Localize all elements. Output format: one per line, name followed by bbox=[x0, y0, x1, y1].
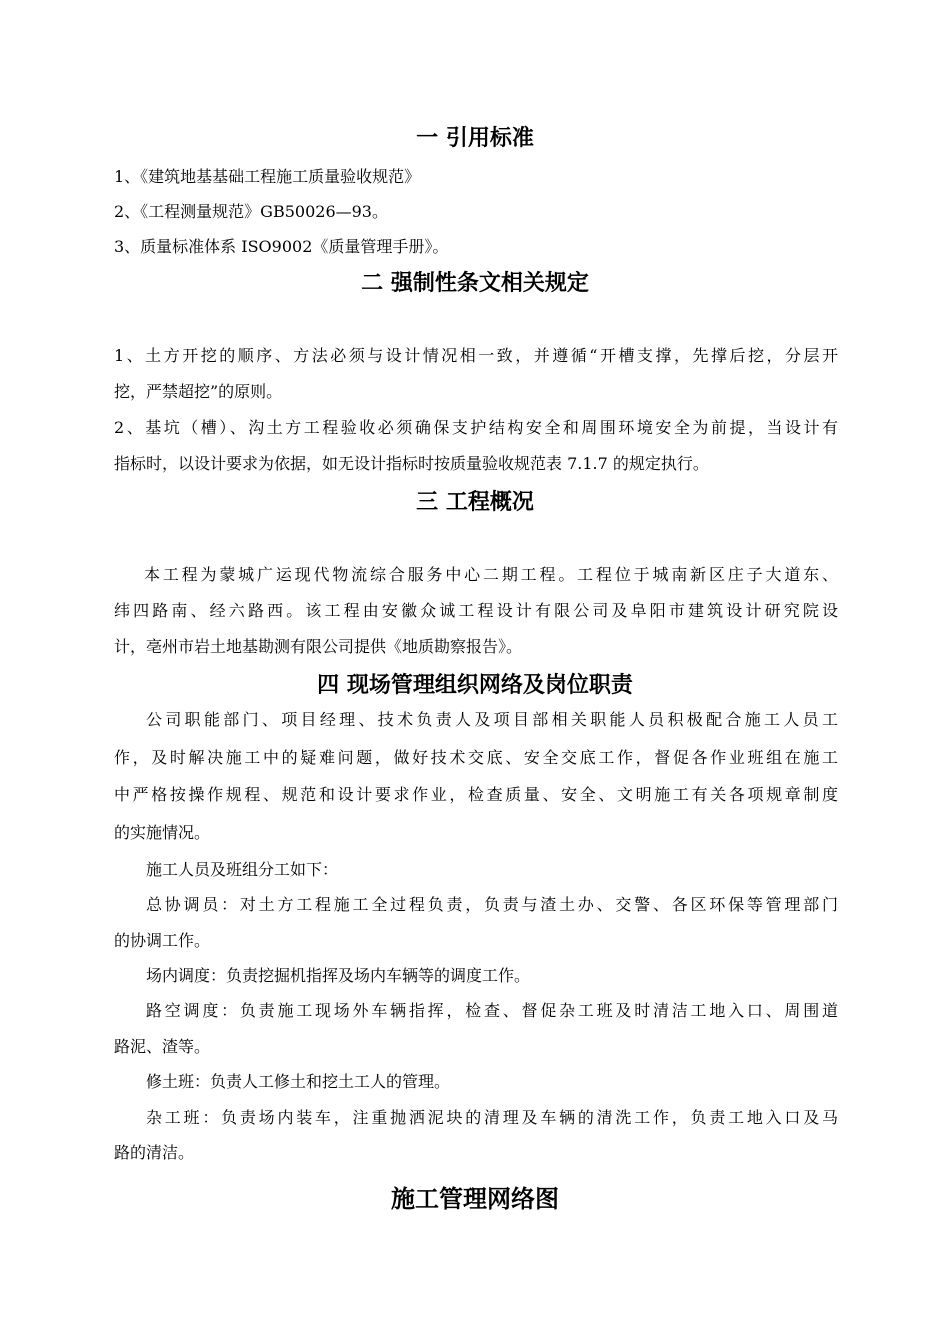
reference-item-2: 2、《工程测量规范》GB50026—93。 bbox=[114, 202, 388, 221]
section-4-title: 四 现场管理组织网络及岗位职责 bbox=[317, 672, 633, 698]
org-paragraph-line-2: 作，及时解决施工中的疑难问题，做好技术交底、安全交底工作，督促各作业班组在施工 bbox=[114, 748, 838, 767]
reference-item-1: 1、《建筑地基基础工程施工质量验收规范》 bbox=[114, 167, 421, 186]
org-paragraph-line-1: 公司职能部门、项目经理、技术负责人及项目部相关职能人员积极配合施工人员工 bbox=[146, 710, 838, 729]
reference-item-3: 3、质量标准体系 ISO9002《质量管理手册》。 bbox=[114, 237, 449, 256]
overview-line-1: 本工程为蒙城广运现代物流综合服务中心二期工程。工程位于城南新区庄子大道东、 bbox=[144, 565, 838, 584]
team-division-intro: 施工人员及班组分工如下： bbox=[146, 860, 339, 879]
site-dispatch-line: 场内调度：负责挖掘机指挥及场内车辆等的调度工作。 bbox=[146, 966, 531, 985]
overview-line-3: 计，亳州市岩土地基勘测有限公司提供《地质勘察报告》。 bbox=[114, 637, 523, 656]
org-paragraph-line-4: 的实施情况。 bbox=[114, 823, 211, 842]
section-1-title: 一 引用标准 bbox=[416, 125, 534, 151]
org-paragraph-line-3: 中严格按操作规程、规范和设计要求作业，检查质量、安全、文明施工有关各项规章制度 bbox=[114, 785, 838, 804]
trimming-team-line: 修土班：负责人工修土和挖土工人的管理。 bbox=[146, 1072, 451, 1091]
section-3-title: 三 工程概况 bbox=[416, 489, 534, 515]
rule-2-line-1: 2、基坑（槽）、沟土方工程验收必须确保支护结构安全和周围环境安全为前提，当设计有 bbox=[114, 418, 838, 437]
road-dispatch-line-1: 路空调度：负责施工现场外车辆指挥，检查、督促杂工班及时清洁工地入口、周围道 bbox=[146, 1001, 838, 1020]
rule-2-line-2: 指标时，以设计要求为依据，如无设计指标时按质量验收规范表 7.1.7 的规定执行。 bbox=[114, 454, 709, 473]
network-diagram-title: 施工管理网络图 bbox=[391, 1184, 559, 1213]
rule-1-line-1: 1、土方开挖的顺序、方法必须与设计情况相一致，并遵循“开槽支撑，先撑后挖，分层开 bbox=[114, 346, 838, 365]
section-2-title: 二 强制性条文相关规定 bbox=[361, 270, 589, 296]
labor-team-line-1: 杂工班：负责场内装车，注重抛洒泥块的清理及车辆的清洗工作，负责工地入口及马 bbox=[146, 1108, 838, 1127]
coordinator-line-2: 的协调工作。 bbox=[114, 931, 211, 950]
labor-team-line-2: 路的清洁。 bbox=[114, 1143, 195, 1162]
road-dispatch-line-2: 路泥、渣等。 bbox=[114, 1037, 211, 1056]
coordinator-line-1: 总协调员：对土方工程施工全过程负责，负责与渣土办、交警、各区环保等管理部门 bbox=[146, 895, 838, 914]
rule-1-line-2: 挖，严禁超挖”的原则。 bbox=[114, 382, 283, 401]
overview-line-2: 纬四路南、经六路西。该工程由安徽众诚工程设计有限公司及阜阳市建筑设计研究院设 bbox=[114, 601, 838, 620]
